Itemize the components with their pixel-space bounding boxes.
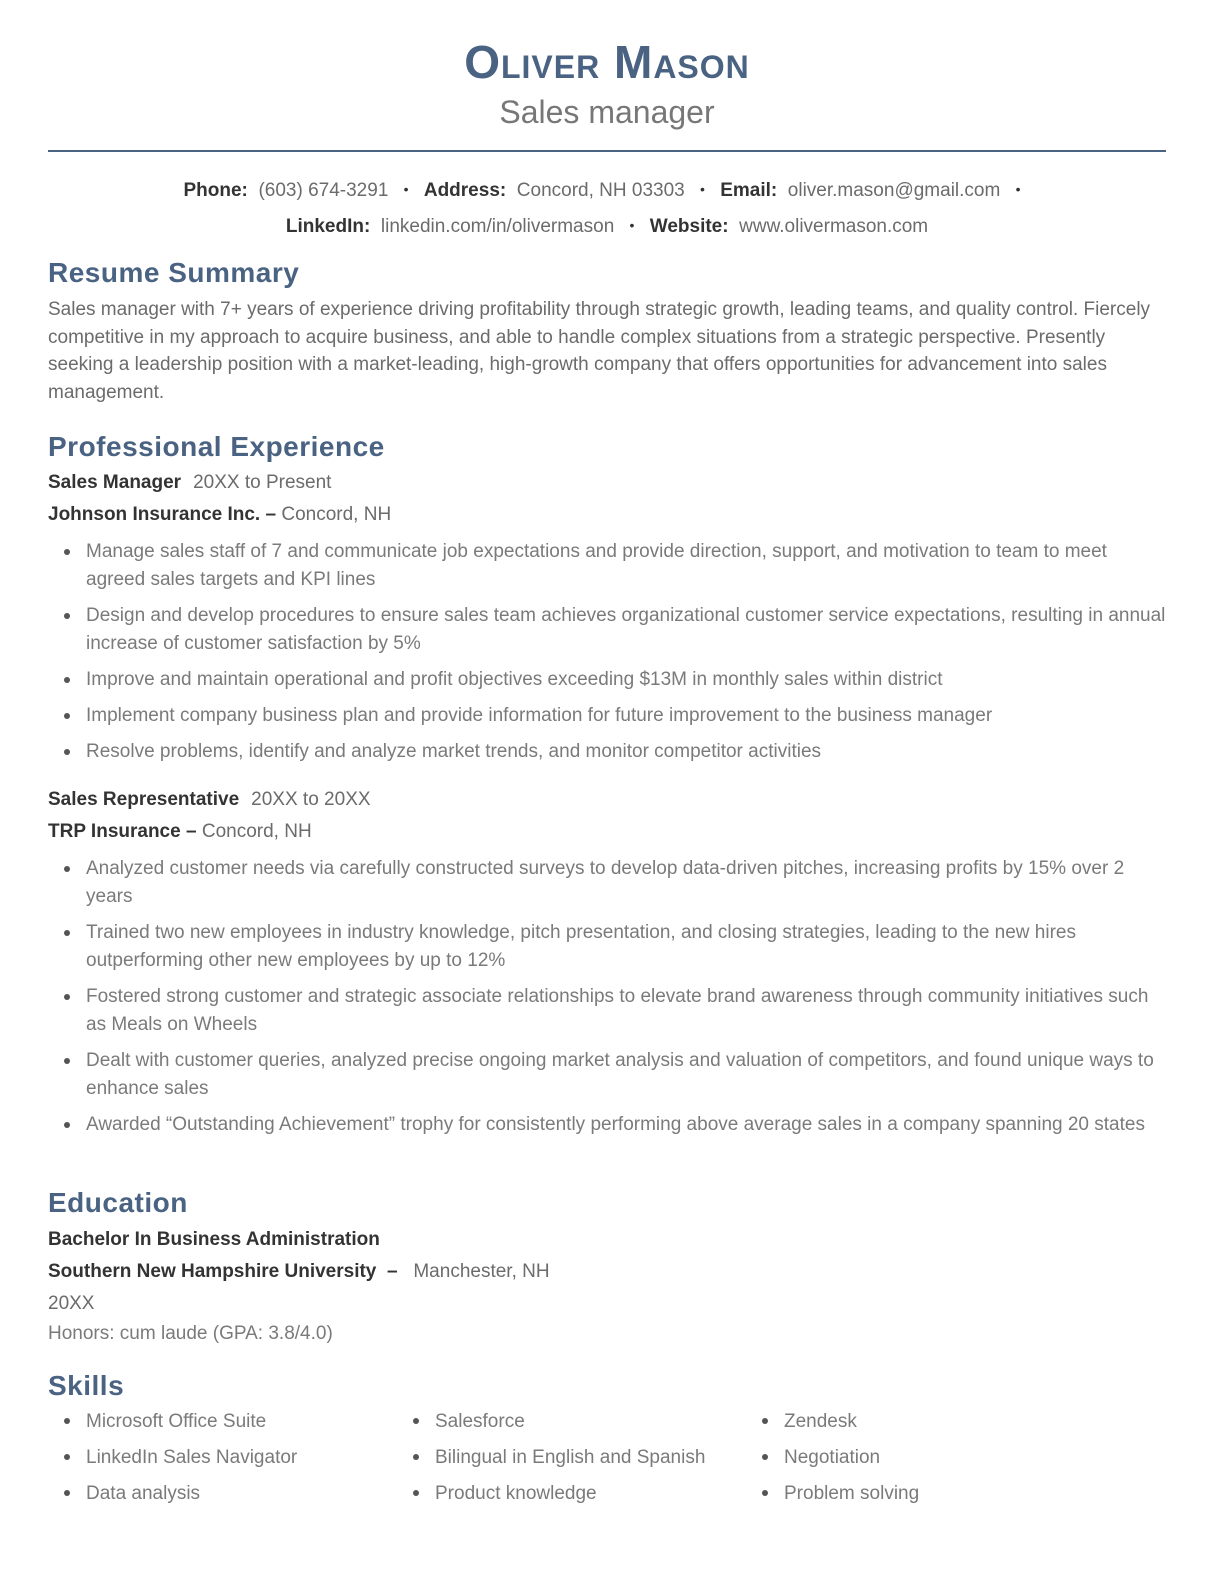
education-year: 20XX bbox=[48, 1293, 95, 1314]
list-item: Fostered strong customer and strategic associate relationships to elevate brand awareness through community initiatives such as Meals on Wheels bbox=[48, 983, 1166, 1039]
list-item: Manage sales staff of 7 and communicate job expectations and provide direction, support, and motivation to team to meet agreed sales targets and KPI lines bbox=[48, 538, 1166, 594]
address-label: Address: bbox=[423, 180, 507, 201]
candidate-name: Oliver Mason bbox=[464, 36, 750, 88]
list-item: Awarded “Outstanding Achievement” trophy for consistently performing above average sales in a company spanning 20 states bbox=[48, 1111, 1166, 1139]
job-2-company: TRP Insurance bbox=[48, 821, 181, 842]
skill-item: Salesforce bbox=[397, 1410, 746, 1434]
education-heading: Education bbox=[48, 1187, 188, 1218]
job-2-role-line bbox=[48, 788, 371, 812]
summary-text: Sales manager with 7+ years of experience driving profitability through strategic growth, leading teams, and quality control. Fiercely competitive in my approach to acquire business, and able to handle complex situations from a strategic perspective. Presently seeking a leadership position with a market-leading, high-growth company that offers opportunities for advancement into sales management. bbox=[48, 299, 1151, 403]
skill-item: Data analysis bbox=[48, 1482, 397, 1506]
experience-heading: Professional Experience bbox=[48, 431, 385, 462]
contact-line-1 bbox=[48, 176, 1166, 204]
job-1-location: Concord, NH bbox=[281, 504, 392, 525]
phone-label: Phone: bbox=[183, 180, 248, 201]
contact-separator: • bbox=[403, 181, 409, 197]
contact-line-2 bbox=[48, 212, 1166, 240]
skills-grid bbox=[48, 1410, 1166, 1506]
linkedin-label: LinkedIn: bbox=[285, 216, 371, 237]
list-item: Analyzed customer needs via carefully constructed surveys to develop data-driven pitches, increasing profits by 15% over 2 years bbox=[48, 855, 1166, 911]
skill-item: Problem solving bbox=[746, 1482, 1095, 1506]
email-label: Email: bbox=[720, 180, 778, 201]
address-value: Concord, NH 03303 bbox=[516, 180, 685, 201]
contact-separator: • bbox=[1015, 181, 1021, 197]
job-1-role-line bbox=[48, 471, 331, 495]
email-value[interactable]: oliver.mason@gmail.com bbox=[787, 180, 1001, 201]
job-2-company-line bbox=[48, 820, 312, 844]
education-honors: Honors: cum laude (GPA: 3.8/4.0) bbox=[48, 1323, 333, 1344]
list-item: Implement company business plan and provide information for future improvement to the business manager bbox=[48, 702, 1166, 730]
education-school: Southern New Hampshire University bbox=[48, 1261, 377, 1282]
job-1-company-line bbox=[48, 503, 391, 527]
education-degree: Bachelor In Business Administration bbox=[48, 1229, 380, 1250]
job-2-location: Concord, NH bbox=[201, 821, 312, 842]
linkedin-value[interactable]: linkedin.com/in/olivermason bbox=[380, 216, 615, 237]
contact-separator: • bbox=[700, 181, 705, 197]
phone-value: (603) 674-3291 bbox=[258, 180, 389, 201]
job-1-bullets bbox=[48, 538, 1166, 774]
job-1-dates: 20XX to Present bbox=[193, 472, 332, 493]
job-2-bullets bbox=[48, 855, 1166, 1147]
job-2-dash: – bbox=[185, 821, 197, 842]
list-item: Trained two new employees in industry knowledge, pitch presentation, and closing strategies, leading to the new hires outperforming other new employees by up to 12% bbox=[48, 919, 1166, 975]
list-item: Design and develop procedures to ensure sales team achieves organizational customer service expectations, resulting in annual increase of customer satisfaction by 5% bbox=[48, 602, 1166, 658]
website-value[interactable]: www.olivermason.com bbox=[739, 216, 929, 237]
education-school-line bbox=[48, 1260, 550, 1284]
skills-heading: Skills bbox=[48, 1370, 125, 1401]
summary-heading: Resume Summary bbox=[48, 257, 300, 288]
job-2-dates: 20XX to 20XX bbox=[251, 789, 371, 810]
skill-item: Zendesk bbox=[746, 1410, 1095, 1434]
candidate-title: Sales manager bbox=[499, 94, 715, 130]
job-1-role: Sales Manager bbox=[48, 472, 182, 493]
education-location: Manchester, NH bbox=[413, 1261, 550, 1282]
job-1-dash: – bbox=[265, 504, 277, 525]
list-item: Dealt with customer queries, analyzed precise ongoing market analysis and valuation of competitors, and found unique ways to enhance sales bbox=[48, 1047, 1166, 1103]
job-1-company: Johnson Insurance Inc. bbox=[48, 504, 261, 525]
job-2-role: Sales Representative bbox=[48, 789, 240, 810]
website-label: Website: bbox=[649, 216, 729, 237]
skill-item: Microsoft Office Suite bbox=[48, 1410, 397, 1434]
list-item: Improve and maintain operational and profit objectives exceeding $13M in monthly sales within district bbox=[48, 666, 1166, 694]
contact-separator: • bbox=[629, 217, 635, 233]
skill-item: LinkedIn Sales Navigator bbox=[48, 1446, 397, 1470]
skill-item: Product knowledge bbox=[397, 1482, 746, 1506]
header-divider bbox=[48, 150, 1166, 152]
education-degree-line bbox=[48, 1228, 380, 1252]
education-dash: – bbox=[386, 1261, 398, 1282]
skill-item: Bilingual in English and Spanish bbox=[397, 1446, 746, 1470]
skill-item: Negotiation bbox=[746, 1446, 1095, 1470]
list-item: Resolve problems, identify and analyze market trends, and monitor competitor activities bbox=[48, 738, 1166, 766]
